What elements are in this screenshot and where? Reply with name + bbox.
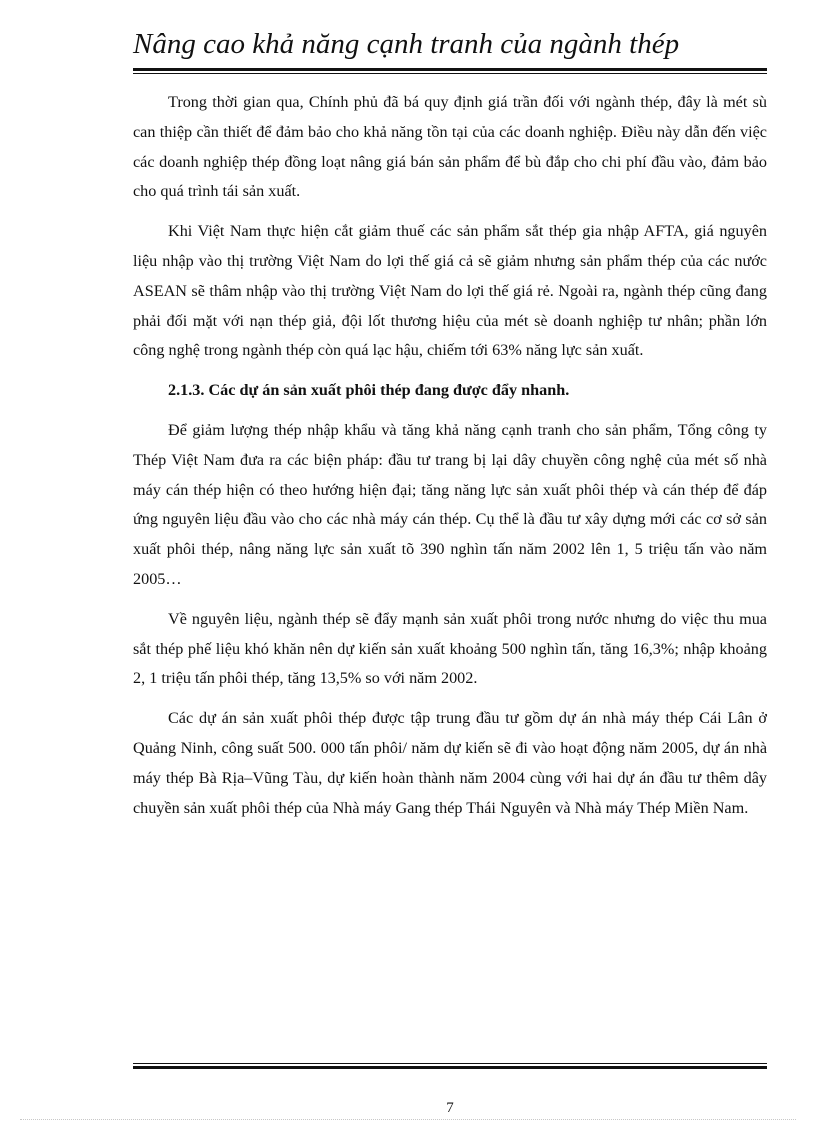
document-body — [133, 88, 767, 833]
footer-double-rule — [133, 1063, 767, 1069]
page-edge-divider — [20, 1119, 796, 1120]
page-header-title: Nâng cao khả năng cạnh tranh của ngành thép — [133, 28, 680, 60]
section-heading: 2.1.3. Các dự án sản xuất phôi thép đang được đẩy nhanh. — [168, 381, 570, 400]
section-paragraph-1: Để giảm lượng thép nhập khẩu và tăng khả năng cạnh tranh cho sản phẩm, Tổng công ty Thép Việt Nam đưa ra các biện pháp: đầu tư trang bị lại dây chuyền công nghệ của mét số nhà máy cán thép hiện có theo hướng hiện đại; tăng năng lực sản xuất phôi thép và cán thép để đáp ứng nguyên liệu đầu vào cho các nhà máy cán thép. Cụ thể là đầu tư xây dựng mới các cơ sở sản xuất phôi thép, nâng năng lực sản xuất tõ 390 nghìn tấn năm 2002 lên 1, 5 triệu tấn vào năm 2005… — [133, 420, 767, 588]
section-paragraph-3: Các dự án sản xuất phôi thép được tập trung đầu tư gồm dự án nhà máy thép Cái Lân ở Quảng Ninh, công suất 500. 000 tấn phôi/ năm dự kiến sẽ đi vào hoạt động năm 2005, dự án nhà máy thép Bà Rịa–Vũng Tàu, dự kiến hoàn thành năm 2004 cùng với hai dự án đầu tư thêm dây chuyền sản xuất phôi thép của Nhà máy Gang thép Thái Nguyên và Nhà máy Thép Miền Nam. — [133, 709, 767, 817]
header-double-rule — [133, 68, 767, 74]
body-paragraph-2: Khi Việt Nam thực hiện cắt giảm thuế các sản phẩm sắt thép gia nhập AFTA, giá nguyên liệu nhập vào thị trường Việt Nam do lợi thế giá cả sẽ giảm nhưng sản phẩm thép của các nước ASEAN sẽ thâm nhập vào thị trường Việt Nam do lợi thế giá rẻ. Ngoài ra, ngành thép cũng đang phải đối mặt với nạn thép giả, đội lốt thương hiệu của mét sè doanh nghiệp tư nhân; phần lớn công nghệ trong ngành thép còn quá lạc hậu, chiếm tới 63% năng lực sản xuất. — [133, 222, 767, 360]
body-paragraph-1: Trong thời gian qua, Chính phủ đã bá quy định giá trần đối với ngành thép, đây là mét sù can thiệp cần thiết để đảm bảo cho khả năng tồn tại của các doanh nghiệp. Điều này dẫn đến việc các doanh nghiệp thép đồng loạt nâng giá bán sản phẩm để bù đắp cho chi phí đầu vào, đảm bảo cho quá trình tái sản xuất. — [133, 93, 767, 201]
page-number: 7 — [446, 1100, 454, 1116]
section-paragraph-2: Về nguyên liệu, ngành thép sẽ đẩy mạnh sản xuất phôi trong nước nhưng do việc thu mua sắt thép phế liệu khó khăn nên dự kiến sản xuất khoảng 500 nghìn tấn, tăng 16,3%; nhập khoảng 2, 1 triệu tấn phôi thép, tăng 13,5% so với năm 2002. — [133, 609, 767, 688]
